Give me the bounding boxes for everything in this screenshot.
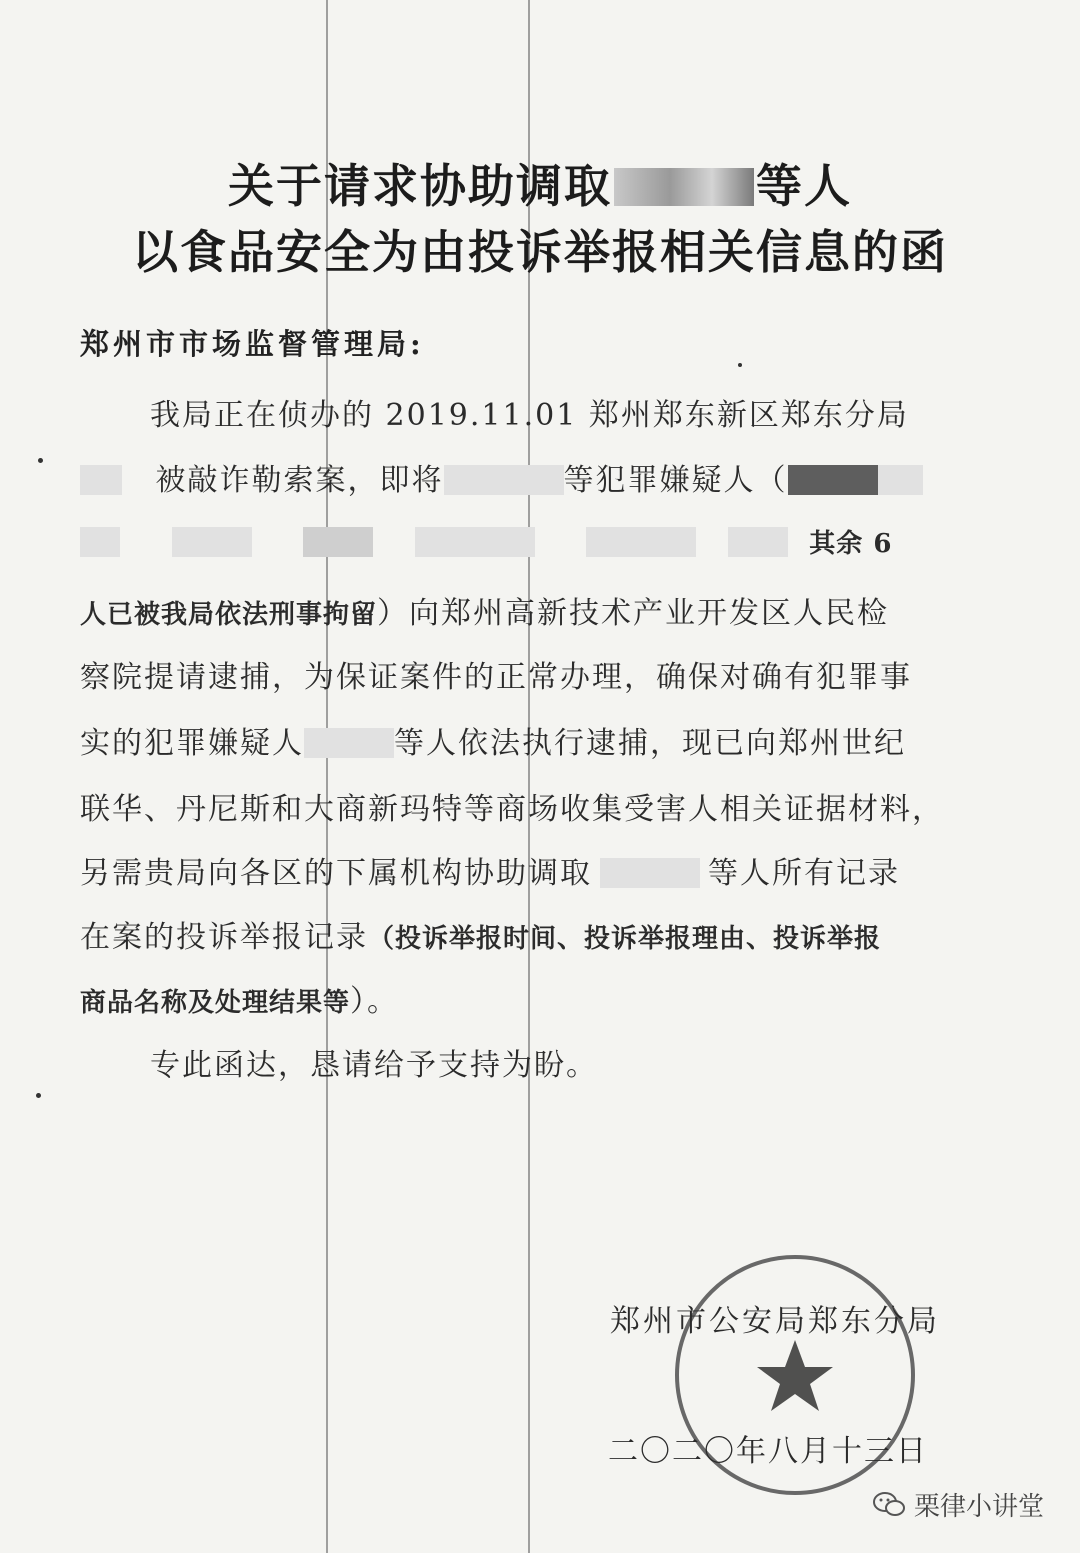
body-text: ）向郑州高新技术产业开发区人民检 — [377, 596, 890, 631]
body-text: 等人依法执行逮捕，现已向郑州世纪 — [394, 726, 906, 761]
redaction — [80, 527, 120, 557]
speck — [38, 458, 43, 463]
redaction — [728, 527, 788, 557]
redaction — [303, 527, 373, 557]
body-line — [80, 718, 906, 762]
body-line: 察院提请逮捕，为保证案件的正常办理，确保对确有犯罪事 — [80, 660, 912, 695]
redaction — [304, 728, 394, 758]
body-line — [80, 588, 889, 632]
signature-date: 二〇二〇年八月十三日 — [608, 1434, 928, 1469]
watermark-text: 栗律小讲堂 — [913, 1492, 1044, 1522]
body-text: 人已被我局依法刑事拘留 — [80, 600, 378, 630]
body-text: 被敲诈勒索案，即将 — [155, 463, 444, 498]
title-line-1 — [0, 150, 1080, 216]
title-text: 等人 — [756, 159, 852, 213]
recipient: 郑州市市场监督管理局: — [80, 327, 425, 361]
body-text: 等犯罪嫌疑人（ — [563, 463, 788, 498]
redaction — [586, 527, 696, 557]
body-text: 另需贵局向各区的下属机构协助调取 — [80, 856, 592, 891]
body-line — [80, 523, 892, 560]
body-line: 联华、丹尼斯和大商新玛特等商场收集受害人相关证据材料， — [80, 792, 944, 827]
redaction — [444, 465, 564, 495]
body-line — [80, 976, 399, 1020]
redaction — [878, 465, 923, 495]
speck — [738, 363, 742, 367]
body-line — [80, 455, 923, 499]
redaction — [600, 858, 700, 888]
signer: 郑州市公安局郑东分局 — [610, 1304, 940, 1339]
body-text: 等人所有记录 — [708, 856, 900, 891]
speck — [36, 1093, 41, 1098]
title-text: 关于请求协助调取 — [228, 159, 612, 213]
body-text: （投诉举报时间、投诉举报理由、投诉举报 — [368, 924, 882, 954]
redaction — [172, 527, 252, 557]
body-line — [80, 848, 900, 892]
redaction — [415, 527, 535, 557]
redaction — [80, 465, 122, 495]
watermark — [872, 1486, 1044, 1523]
body-line — [80, 912, 881, 956]
body-text: 在案的投诉举报记录 — [80, 920, 368, 955]
closing-line: 专此函达，恳请给予支持为盼。 — [150, 1048, 598, 1083]
redaction — [614, 168, 754, 206]
title-line-2: 以食品安全为由投诉举报相关信息的函 — [132, 225, 948, 279]
redaction — [788, 465, 878, 495]
body-text: 商品名称及处理结果等 — [80, 988, 351, 1018]
body-line: 我局正在侦办的 2019.11.01 郑州郑东新区郑东分局 — [150, 398, 909, 433]
body-text: ）。 — [350, 984, 400, 1019]
body-text: 其余 6 — [809, 529, 893, 559]
body-text: 实的犯罪嫌疑人 — [80, 726, 304, 761]
wechat-icon — [872, 1490, 906, 1520]
